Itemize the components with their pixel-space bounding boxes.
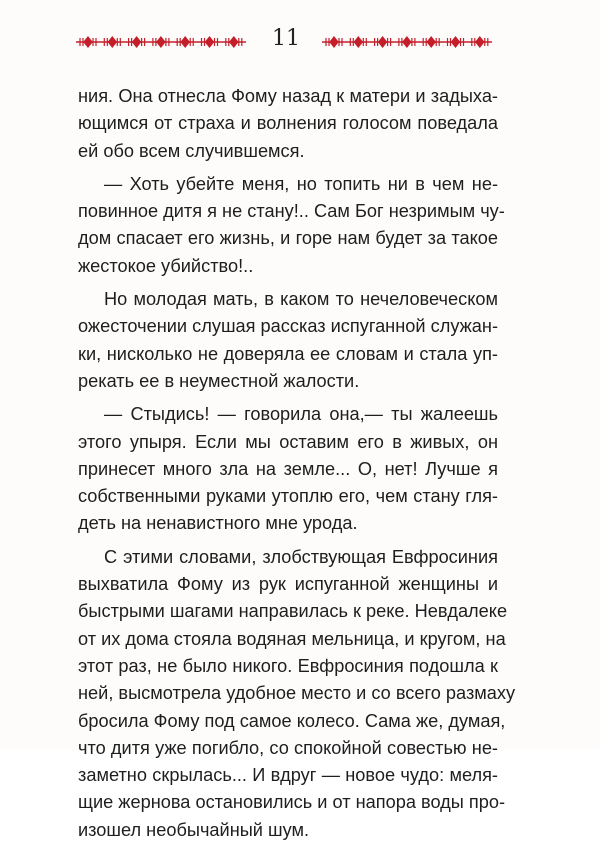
paragraph xyxy=(78,544,516,844)
page-number: 11 xyxy=(272,26,300,51)
text-line: рекать ее в неуместной жалости. xyxy=(78,370,360,391)
body-text xyxy=(78,83,516,850)
text-line: повинное дитя я не стану!.. Сам Бог незримым чу- xyxy=(78,201,505,222)
paragraph xyxy=(78,83,498,165)
text-line: этот раз, не было никого. Евфросиния подошла к xyxy=(78,655,498,676)
text-line: собственными руками утоплю его, чем стану гля- xyxy=(78,486,498,507)
text-line: выхватила Фому из рук испуганной женщины и xyxy=(78,574,498,595)
text-line: ожесточении слушая рассказ испуганной служан- xyxy=(78,316,498,337)
text-line: принесет много зла на земле... О, нет! Лучше я xyxy=(78,458,498,479)
text-line: деть на ненавистного мне урода. xyxy=(78,513,358,534)
left-ornament-icon xyxy=(76,34,246,50)
text-line: — Хоть убейте меня, но топить ни в чем не- xyxy=(104,173,498,194)
text-line: Но молодая мать, в каком то нечеловеческом xyxy=(104,289,498,310)
text-line: ей обо всем случившемся. xyxy=(78,140,305,161)
text-line: щие жернова остановились и от напора воды про- xyxy=(78,792,506,813)
text-line: быстрыми шагами направилась к реке. Невдалеке xyxy=(78,601,508,622)
text-line: ния. Она отнесла Фому назад к матери и задыха- xyxy=(78,86,498,106)
paragraph xyxy=(78,286,498,395)
text-line: С этими словами, злобствующая Евфросиния xyxy=(104,546,498,567)
text-line: жестокое убийство!.. xyxy=(78,255,254,276)
text-line: изошел необычайный шум. xyxy=(78,819,310,840)
text-line: заметно скрылась... И вдруг — новое чудо: меля- xyxy=(78,765,498,786)
text-line: бросила Фому под самое колесо. Сама же, думая, xyxy=(78,710,506,731)
text-line: ней, высмотрела удобное место и со всего размаху xyxy=(78,683,516,704)
text-line: ющимся от страха и волнения голосом поведала xyxy=(78,113,498,134)
text-line: от их дома стояла водяная мельница, и кругом, на xyxy=(78,628,506,649)
text-line: ки, нисколько не доверяла ее словам и стала уп- xyxy=(78,343,498,364)
text-line: этого упыря. Если мы оставим его в живых, он xyxy=(78,431,498,452)
paragraph xyxy=(78,171,505,280)
text-line: что дитя уже погибло, со спокойной совестью не- xyxy=(78,737,498,758)
right-ornament-icon xyxy=(322,34,492,50)
page-header xyxy=(0,24,600,60)
paragraph xyxy=(78,401,498,537)
text-line: дом спасает его жизнь, и горе нам будет за такое xyxy=(78,228,498,249)
text-line: — Стыдись! — говорила она,— ты жалеешь xyxy=(104,404,498,425)
